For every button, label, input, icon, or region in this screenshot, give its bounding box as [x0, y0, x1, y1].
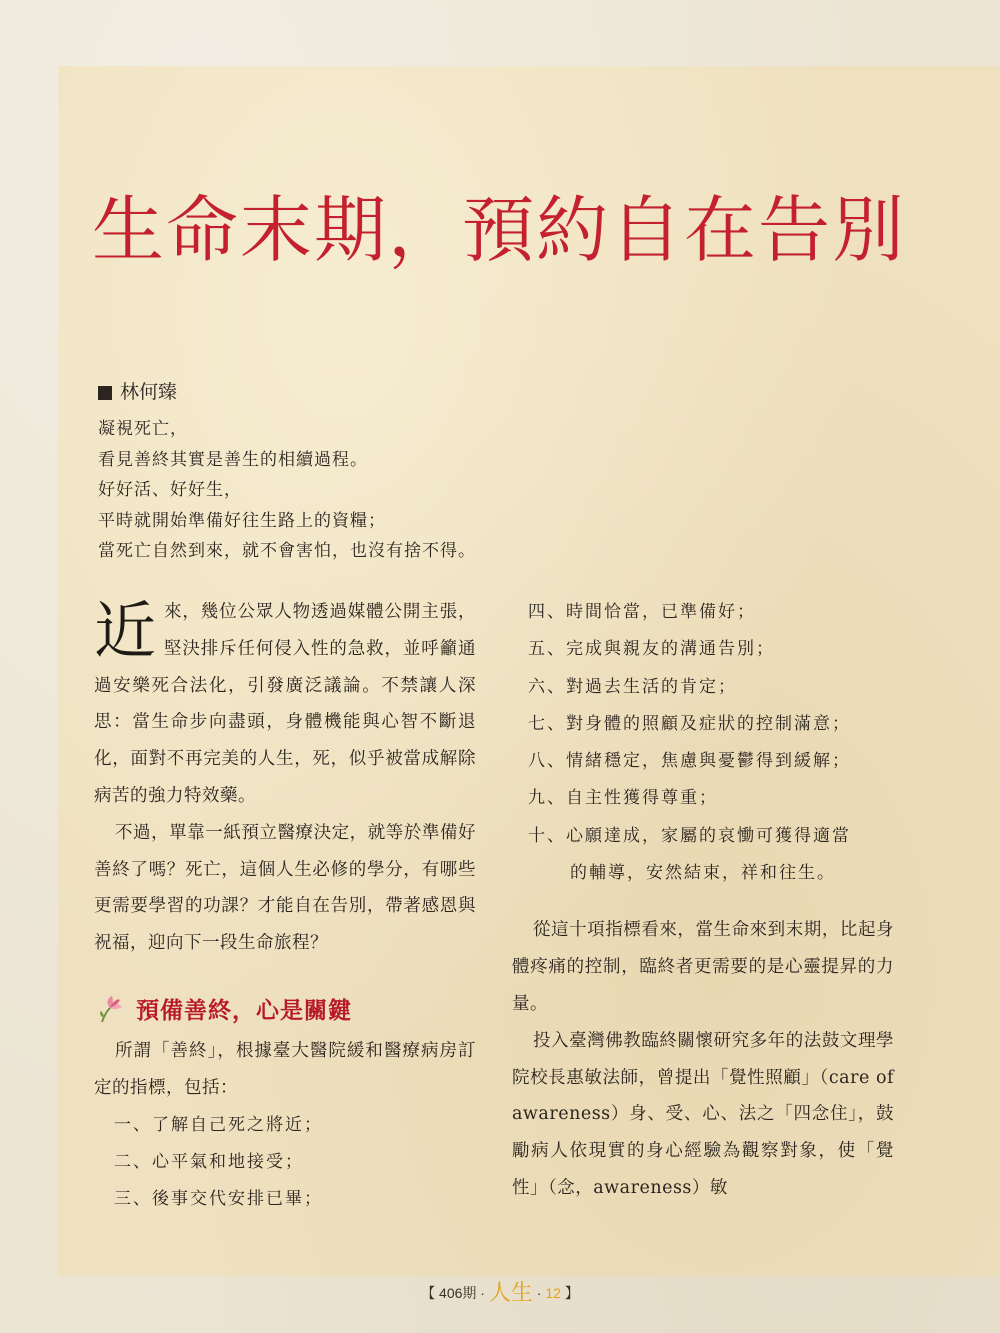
- section-title: 預備善終，心是關鍵: [136, 996, 352, 1024]
- left-column: [94, 594, 476, 1218]
- list-item: 十、心願達成，家屬的哀慟可獲得適當: [528, 825, 851, 846]
- page-footer: [0, 1276, 1000, 1307]
- poem-line: 當死亡自然到來，就不會害怕，也沒有捨不得。: [98, 541, 476, 561]
- list-item-continued: 的輔導，安然結束，祥和往生。: [570, 863, 836, 884]
- poem-line: 好好活、好好生，: [98, 480, 242, 500]
- intro-poem: [98, 414, 518, 567]
- list-item: 七、對身體的照顧及症狀的控制滿意；: [528, 713, 851, 734]
- footer-close: 】: [564, 1285, 579, 1301]
- square-bullet-icon: [98, 386, 112, 400]
- list-item: 六、對過去生活的肯定；: [528, 676, 737, 697]
- body-paragraph: 所謂「善終」，根據臺大醫院緩和醫療病房訂定的指標，包括：: [94, 1040, 476, 1098]
- author-name: 林何臻: [120, 382, 178, 403]
- list-item: 五、完成與親友的溝通告別；: [528, 639, 775, 660]
- page-title: 生命末期，預約自在告別: [92, 188, 907, 272]
- poem-line: 平時就開始準備好往生路上的資糧；: [98, 510, 386, 531]
- list-item: 三、後事交代安排已畢；: [114, 1189, 323, 1210]
- criteria-list-right: [512, 594, 894, 892]
- issue-number: 【 406期 ·: [421, 1285, 485, 1301]
- list-item: 二、心平氣和地接受；: [114, 1151, 304, 1172]
- criteria-list-left: [94, 1107, 476, 1219]
- author-line: [98, 380, 177, 406]
- magazine-name: 人生: [488, 1281, 533, 1306]
- right-column: [512, 594, 894, 1207]
- poem-line: 看見善終其實是善生的相續過程。: [98, 449, 368, 470]
- list-item: 八、情緒穩定，焦慮與憂鬱得到緩解；: [528, 751, 851, 772]
- section-heading: [94, 992, 476, 1025]
- body-paragraph: 投入臺灣佛教臨終關懷研究多年的法鼓文理學院校長惠敏法師，曾提出「覺性照顧」（care of awareness）身、受、心、法之「四念住」，鼓勵病人依現實的身心經驗為觀察對象，使「覺性」（念，awareness）敏: [512, 1030, 894, 1198]
- intro-paragraph: 來，幾位公眾人物透過媒體公開主張，堅決排斥任何侵入性的急救，並呼籲通過安樂死合法化，引發廣泛議論。不禁讓人深思：當生命步向盡頭，身體機能與心智不斷退化，面對不再完美的人生，死，似乎被當成解除病苦的強力特效藥。: [94, 602, 476, 806]
- spacer: [512, 892, 894, 912]
- flower-icon: [94, 992, 126, 1024]
- list-item: 四、時間恰當，已準備好；: [528, 602, 756, 622]
- intro-paragraph-block: [94, 594, 476, 815]
- body-paragraph: 不過，單靠一紙預立醫療決定，就等於準備好善終了嗎？死亡，這個人生必修的學分，有哪些更需要學習的功課？才能自在告別，帶著感恩與祝福，迎向下一段生命旅程？: [94, 822, 476, 954]
- list-item: 一、了解自己死之將近；: [114, 1114, 323, 1135]
- poem-line: 凝視死亡，: [98, 419, 188, 439]
- page-number: 12: [545, 1285, 561, 1301]
- body-paragraph: 從這十項指標看來，當生命來到末期，比起身體疼痛的控制，臨終者更需要的是心靈提昇的力量。: [512, 920, 894, 1014]
- list-item: 九、自主性獲得尊重；: [528, 788, 718, 809]
- drop-cap: 近: [94, 594, 157, 667]
- footer-separator: ·: [536, 1285, 542, 1301]
